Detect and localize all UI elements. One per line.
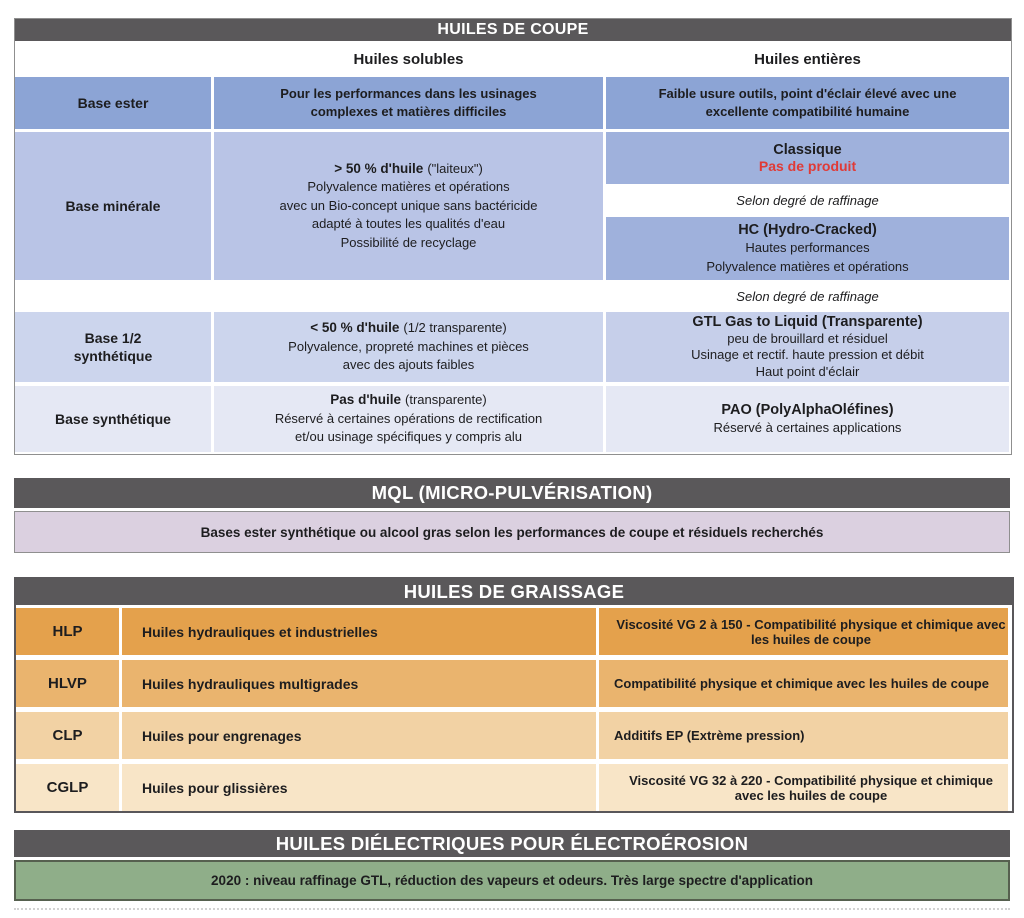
cutting-oils-title: HUILES DE COUPE bbox=[15, 19, 1011, 41]
row-refining-note bbox=[15, 283, 1011, 309]
cell-lead-normal: (1/2 transparente) bbox=[403, 320, 507, 336]
table-row-hlvp bbox=[16, 660, 1012, 707]
refining-degree-note-2: Selon degré de raffinage bbox=[606, 283, 1009, 309]
cell-text: Réservé à certaines opérations de rectification bbox=[274, 410, 543, 426]
dielectric-oils-title: HUILES DIÉLECTRIQUES POUR ÉLECTROÉROSION bbox=[14, 830, 1010, 857]
oil-name: Huiles pour engrenages bbox=[122, 712, 596, 759]
oil-code: HLVP bbox=[16, 660, 119, 707]
base-synthetique-label: Base synthétique bbox=[15, 386, 211, 452]
cell-text: excellente compatibilité humaine bbox=[705, 104, 910, 119]
table-row-clp bbox=[16, 712, 1012, 759]
cell-text: adapté à toutes les qualités d'eau bbox=[311, 216, 506, 232]
base-ester-entiere-cell bbox=[606, 77, 1009, 129]
lubrication-oils-title: HUILES DE GRAISSAGE bbox=[16, 579, 1012, 605]
oil-code: HLP bbox=[16, 608, 119, 655]
cell-lead-normal: ("laiteux") bbox=[427, 160, 483, 176]
base-demi-label bbox=[15, 312, 211, 382]
base-ester-label: Base ester bbox=[15, 77, 211, 129]
mql-text: Bases ester synthétique ou alcool gras selon les performances de coupe et résiduels recherchés bbox=[14, 511, 1010, 553]
cell-text: Polyvalence, propreté machines et pièces bbox=[288, 338, 529, 354]
classique-cell bbox=[606, 132, 1009, 184]
oil-name: Huiles hydrauliques et industrielles bbox=[122, 608, 596, 655]
base-minerale-entiere-stack bbox=[606, 132, 1009, 280]
oil-name: Huiles pour glissières bbox=[122, 764, 596, 811]
cell-text: Possibilité de recyclage bbox=[340, 234, 477, 250]
column-header-entieres: Huiles entières bbox=[754, 50, 861, 68]
mql-section bbox=[14, 478, 1010, 553]
oil-description: Compatibilité physique et chimique avec les huiles de coupe bbox=[599, 660, 1008, 707]
gtl-cell bbox=[606, 312, 1009, 382]
table-row-hlp bbox=[16, 608, 1012, 655]
base-synthetique-soluble-cell bbox=[214, 386, 603, 452]
pao-title: PAO (PolyAlphaOléfines) bbox=[721, 401, 894, 418]
cell-text: Pour les performances dans les usinages bbox=[280, 85, 537, 101]
cropped-next-section-edge bbox=[14, 908, 1010, 910]
cell-text: et/ou usinage spécifiques y compris alu bbox=[295, 429, 522, 445]
cell-text: Faible usure outils, point d'éclair élevé avec une bbox=[658, 85, 957, 101]
base-minerale-soluble-cell bbox=[214, 132, 603, 280]
refining-degree-note-1: Selon degré de raffinage bbox=[606, 187, 1009, 214]
oil-description: Viscosité VG 32 à 220 - Compatibilité physique et chimique avec les huiles de coupe bbox=[599, 764, 1008, 811]
cell-lead-line bbox=[310, 319, 506, 338]
cell-text: Réservé à certaines applications bbox=[713, 420, 902, 435]
cell-text: Polyvalence matières et opérations bbox=[706, 258, 909, 274]
row-base-demi-synthetique bbox=[15, 312, 1011, 382]
mql-title: MQL (MICRO-PULVÉRISATION) bbox=[14, 478, 1010, 508]
cell-text: complexes et matières difficiles bbox=[310, 104, 507, 119]
cutting-oils-table bbox=[14, 18, 1012, 455]
base-minerale-label: Base minérale bbox=[15, 132, 211, 280]
dielectric-oils-text: 2020 : niveau raffinage GTL, réduction des vapeurs et odeurs. Très large spectre d'application bbox=[14, 860, 1010, 901]
oil-code: CLP bbox=[16, 712, 119, 759]
cell-text: Haut point d'éclair bbox=[755, 363, 860, 379]
oil-description: Viscosité VG 2 à 150 - Compatibilité physique et chimique avec les huiles de coupe bbox=[599, 608, 1008, 655]
pao-cell bbox=[606, 386, 1009, 452]
cell-text: Polyvalence matières et opérations bbox=[307, 179, 510, 195]
row-base-synthetique bbox=[15, 386, 1011, 452]
cell-text: peu de brouillard et résiduel bbox=[727, 330, 888, 346]
lubrication-oils-table bbox=[14, 577, 1014, 813]
cell-lead-bold: > 50 % d'huile bbox=[334, 160, 424, 176]
cell-lead-normal: (transparente) bbox=[405, 392, 487, 408]
label-line: Base 1/2 bbox=[84, 330, 142, 346]
base-ester-soluble-cell bbox=[214, 77, 603, 129]
hc-title: HC (Hydro-Cracked) bbox=[738, 221, 877, 238]
cell-lead-line bbox=[334, 160, 483, 179]
base-demi-soluble-cell bbox=[214, 312, 603, 382]
oil-description: Additifs EP (Extrème pression) bbox=[599, 712, 1008, 759]
gtl-title: GTL Gas to Liquid (Transparente) bbox=[692, 314, 923, 330]
cell-lead-line bbox=[330, 391, 486, 410]
dielectric-oils-section bbox=[14, 830, 1010, 901]
cell-text: Hautes performances bbox=[745, 240, 870, 256]
row-base-minerale bbox=[15, 132, 1011, 280]
classique-title: Classique bbox=[773, 142, 842, 158]
label-line: synthétique bbox=[73, 348, 153, 364]
cell-lead-bold: < 50 % d'huile bbox=[310, 320, 400, 336]
row-base-ester bbox=[15, 77, 1011, 129]
column-header-solubles: Huiles solubles bbox=[353, 50, 464, 68]
oil-code: CGLP bbox=[16, 764, 119, 811]
table-row-cglp bbox=[16, 764, 1012, 811]
no-product-note: Pas de produit bbox=[758, 158, 857, 174]
refining-note-spacer bbox=[15, 283, 603, 309]
cell-lead-bold: Pas d'huile bbox=[330, 392, 402, 408]
column-header-row bbox=[15, 41, 1011, 77]
cell-text: avec un Bio-concept unique sans bactéricide bbox=[279, 197, 538, 213]
cell-text: Usinage et rectif. haute pression et débit bbox=[691, 347, 924, 362]
hc-cell bbox=[606, 217, 1009, 280]
oil-name: Huiles hydrauliques multigrades bbox=[122, 660, 596, 707]
cell-text: avec des ajouts faibles bbox=[342, 357, 475, 373]
